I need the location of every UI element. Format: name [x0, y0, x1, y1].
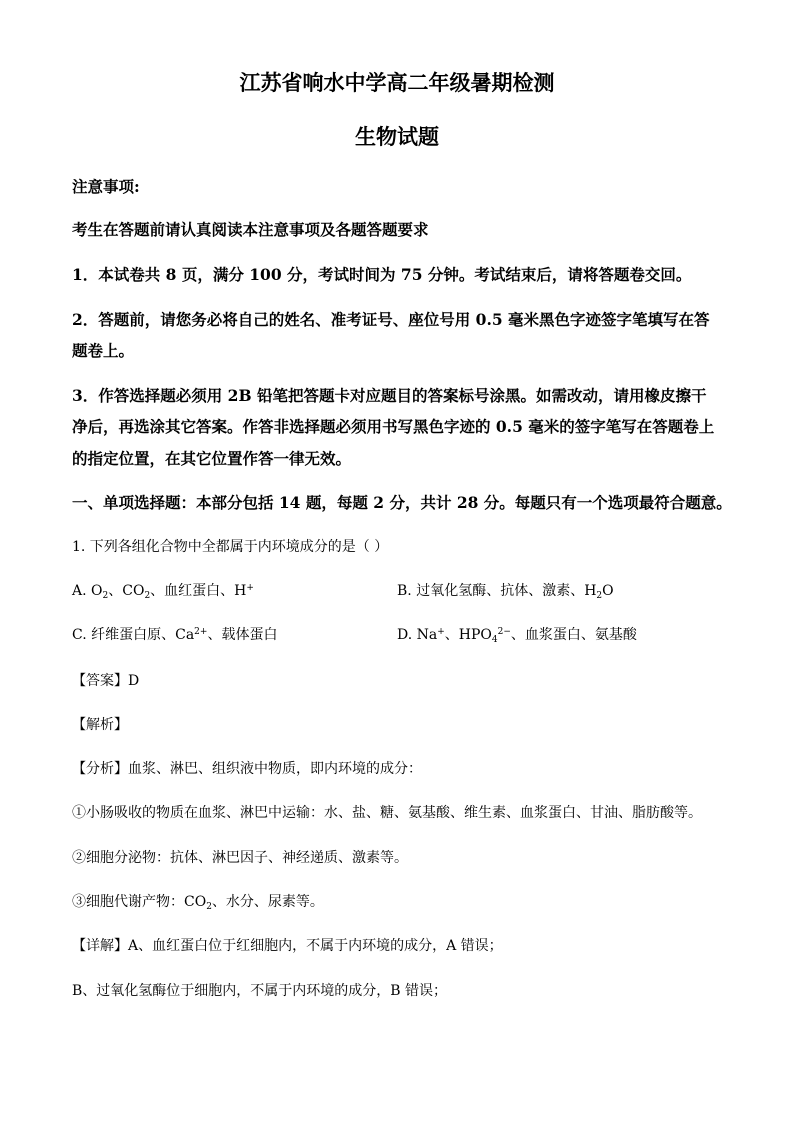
section-1-heading: 一、单项选择题：本部分包括 14 题，每题 2 分，共计 28 分。每题只有一个选项最符合题意。	[72, 493, 732, 512]
option-a: A. $O_2$、$CO_2$、血红蛋白、H+	[72, 583, 254, 601]
notice-item-3-line-1: 3．作答选择题必须用 2B 铅笔把答题卡对应题目的答案标号涂黑。如需改动，请用橡皮擦干	[72, 386, 707, 405]
option-b: B. 过氧化氢酶、抗体、激素、$H_2O$	[397, 583, 614, 601]
detail-line-2: B、过氧化氢酶位于细胞内，不属于内环境的成分，B 错误；	[72, 983, 448, 999]
analysis-point-2: ②细胞分泌物：抗体、淋巴因子、神经递质、激素等。	[72, 850, 408, 866]
analysis-point-3: ③细胞代谢产物：$CO_2$、水分、尿素等。	[72, 894, 324, 912]
notice-item-3-line-3: 的指定位置，在其它位置作答一律无效。	[72, 449, 352, 468]
option-d: D. Na+、$HPO_4^{2-}$、血浆蛋白、氨基酸	[397, 627, 637, 645]
subject-title: 生物试题	[355, 124, 439, 149]
detail-line-1: 【详解】A、血红蛋白位于红细胞内，不属于内环境的成分，A 错误；	[72, 938, 503, 954]
notice-item-2-line-2: 题卷上。	[72, 341, 135, 360]
analysis-heading: 【解析】	[72, 717, 128, 733]
exam-title: 江苏省响水中学高二年级暑期检测	[239, 70, 555, 95]
option-c: C. 纤维蛋白原、$Ca^{2+}$、载体蛋白	[72, 627, 278, 643]
notice-heading: 注意事项:	[72, 177, 140, 196]
question-1-stem: 1. 下列各组化合物中全都属于内环境成分的是（ ）	[72, 539, 389, 555]
notice-item-2-line-1: 2．答题前，请您务必将自己的姓名、准考证号、座位号用 0.5 毫米黑色字迹签字笔填写在答	[72, 310, 710, 329]
notice-intro: 考生在答题前请认真阅读本注意事项及各题答题要求	[72, 220, 429, 239]
notice-item-1: 1．本试卷共 8 页，满分 100 分，考试时间为 75 分钟。考试结束后，请将答题卷交回。	[72, 265, 692, 284]
notice-item-3-line-2: 净后，再选涂其它答案。作答非选择题必须用书写黑色字迹的 0.5 毫米的签字笔写在答题卷上	[72, 417, 715, 436]
answer-label: 【答案】D	[72, 673, 140, 689]
analysis-fenxi: 【分析】血浆、淋巴、组织液中物质，即内环境的成分：	[72, 761, 422, 777]
analysis-point-1: ①小肠吸收的物质在血浆、淋巴中运输：水、盐、糖、氨基酸、维生素、血浆蛋白、甘油、脂肪酸等。	[72, 805, 702, 821]
